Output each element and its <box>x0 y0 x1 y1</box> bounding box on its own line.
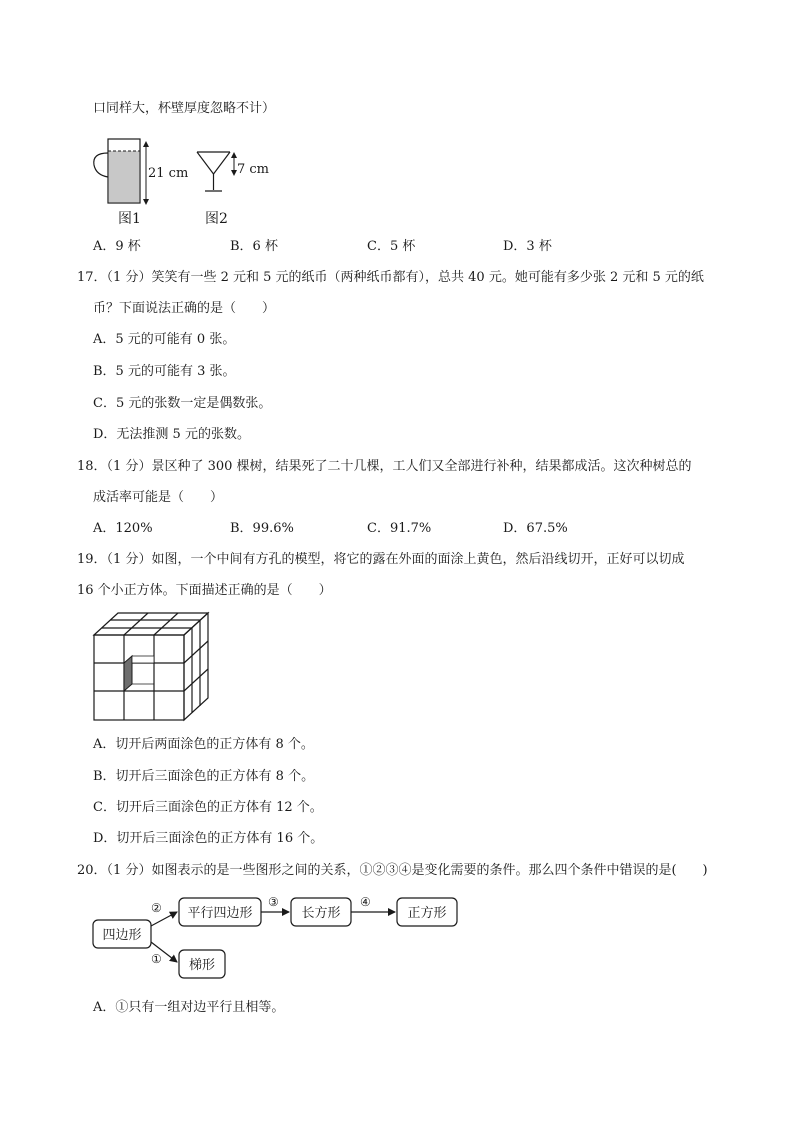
q18-text-line2: 成活率可能是（ ） <box>93 490 224 505</box>
q20-text-line1: 20．（1 分）如图表示的是一些图形之间的关系，①②③④是变化需要的条件。那么四个条件中错误的是( ) <box>77 863 708 878</box>
q16-option-a[interactable]: A．9 杯 <box>93 239 141 254</box>
q17-option-d[interactable]: D．无法推测 5 元的张数。 <box>93 427 250 442</box>
q16-option-b[interactable]: B．6 杯 <box>230 239 278 254</box>
cup-height-label: 21 cm <box>148 166 189 181</box>
box-label-quadrilateral: 四边形 <box>102 928 142 943</box>
q18-option-b[interactable]: B．99.6% <box>230 521 294 536</box>
q17-option-c[interactable]: C．5 元的张数一定是偶数张。 <box>93 396 272 411</box>
q19-option-a[interactable]: A．切开后两面涂色的正方体有 8 个。 <box>93 737 314 752</box>
q16-option-c[interactable]: C．5 杯 <box>367 239 416 254</box>
hollow-cube-figure <box>93 610 223 725</box>
condition-4-label: ④ <box>360 895 371 909</box>
fig2-caption: 图2 <box>205 211 228 227</box>
q19-text-line1: 19．（1 分）如图，一个中间有方孔的模型，将它的露在外面的面涂上黄色，然后沿线切开，正好可以切成 <box>77 552 685 567</box>
box-label-square: 正方形 <box>407 906 447 921</box>
fig1-caption: 图1 <box>118 211 141 227</box>
q17-text-line2: 币？下面说法正确的是（ ） <box>93 301 276 316</box>
cone-height-label: 7 cm <box>237 162 270 177</box>
box-label-trapezoid: 梯形 <box>188 958 216 973</box>
shape-relation-diagram <box>90 892 470 987</box>
q18-text-line1: 18．（1 分）景区种了 300 棵树，结果死了二十几棵，工人们又全部进行补种，结果都成活。这次种树总的 <box>77 459 692 474</box>
q19-text-line2: 16 个小正方体。下面描述正确的是（ ） <box>77 583 332 598</box>
q17-option-b[interactable]: B．5 元的可能有 3 张。 <box>93 364 236 379</box>
q19-option-d[interactable]: D．切开后三面涂色的正方体有 16 个。 <box>93 831 324 846</box>
q18-option-c[interactable]: C．91.7% <box>367 521 432 536</box>
q20-option-a[interactable]: A．①只有一组对边平行且相等。 <box>93 1000 285 1015</box>
q17-option-a[interactable]: A．5 元的可能有 0 张。 <box>93 332 236 347</box>
q17-text-line1: 17．（1 分）笑笑有一些 2 元和 5 元的纸币（两种纸币都有），总共 40 元。她可能有多少张 2 元和 5 元的纸 <box>77 270 704 285</box>
condition-2-label: ② <box>151 901 162 915</box>
condition-1-label: ① <box>151 952 162 966</box>
q18-option-d[interactable]: D．67.5% <box>503 521 568 536</box>
q16-option-d[interactable]: D．3 杯 <box>503 239 552 254</box>
q19-option-c[interactable]: C．切开后三面涂色的正方体有 12 个。 <box>93 800 323 815</box>
q18-option-a[interactable]: A．120% <box>93 521 153 536</box>
condition-3-label: ③ <box>268 895 279 909</box>
box-label-parallelogram: 平行四边形 <box>187 906 253 921</box>
cone-glass-figure <box>194 148 284 198</box>
cup-figure <box>88 135 198 210</box>
intro-line: 口同样大，杯壁厚度忽略不计） <box>93 101 276 116</box>
q19-option-b[interactable]: B．切开后三面涂色的正方体有 8 个。 <box>93 769 315 784</box>
box-label-rectangle: 长方形 <box>301 906 341 921</box>
